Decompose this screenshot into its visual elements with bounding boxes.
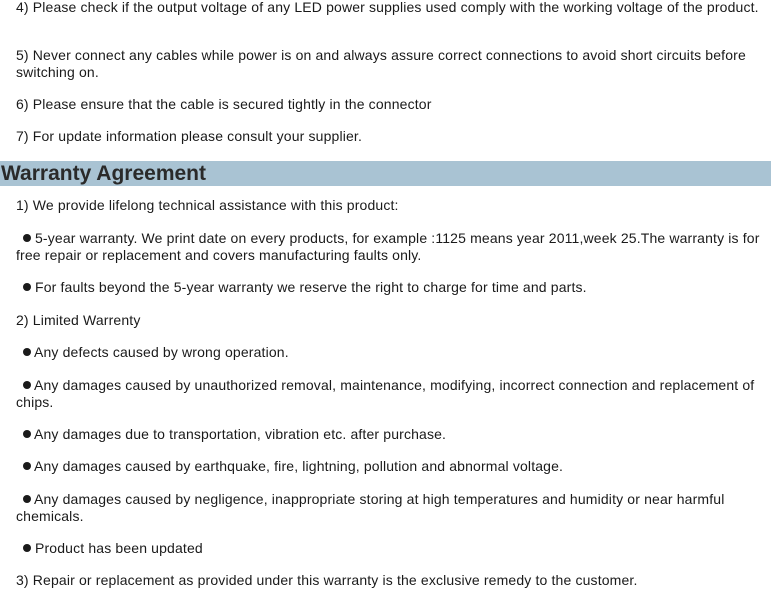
warranty-bullet — [16, 230, 768, 263]
bullet-text: Any damages caused by negligence, inappropriate storing at high temperatures and humidity or near harmful chemicals. — [16, 491, 725, 524]
limited-warranty-bullet — [16, 377, 768, 410]
bullet-text: 5-year warranty. We print date on every products, for example :1125 means year 2011,week 25.The warranty is for free repair or replacement and covers manufacturing faults only. — [16, 230, 760, 263]
bullet-dot-icon — [23, 283, 31, 291]
warranty-heading-banner — [0, 161, 771, 186]
bullet-text: Any damages due to transportation, vibration etc. after purchase. — [34, 426, 447, 442]
bullet-text: Any damages caused by unauthorized removal, maintenance, modifying, incorrect connection and replacement of chips. — [16, 377, 755, 410]
warranty-section-1-intro: 1) We provide lifelong technical assistance with this product: — [16, 197, 399, 213]
limited-warranty-bullet — [16, 344, 768, 361]
note-item-7: 7) For update information please consult your supplier. — [16, 128, 362, 144]
limited-warranty-bullet — [16, 458, 768, 475]
bullet-dot-icon — [23, 381, 31, 389]
bullet-text: Any defects caused by wrong operation. — [34, 344, 289, 360]
bullet-dot-icon — [23, 495, 31, 503]
warranty-section-2-intro: 2) Limited Warrenty — [16, 312, 141, 328]
bullet-dot-icon — [23, 430, 31, 438]
warranty-section-3: 3) Repair or replacement as provided under this warranty is the exclusive remedy to the customer. — [16, 572, 638, 588]
note-item-6: 6) Please ensure that the cable is secured tightly in the connector — [16, 96, 432, 112]
bullet-text: Any damages caused by earthquake, fire, lightning, pollution and abnormal voltage. — [34, 458, 564, 474]
note-item-5: 5) Never connect any cables while power is on and always assure correct connections to avoid short circuits before switching on. — [16, 47, 746, 80]
bullet-dot-icon — [23, 544, 31, 552]
bullet-dot-icon — [23, 234, 31, 242]
bullet-dot-icon — [23, 462, 31, 470]
limited-warranty-bullet — [16, 426, 768, 443]
warranty-bullet — [16, 279, 768, 296]
bullet-text: For faults beyond the 5-year warranty we reserve the right to charge for time and parts. — [35, 279, 587, 295]
warranty-heading: Warranty Agreement — [1, 162, 206, 185]
bullet-dot-icon — [23, 348, 31, 356]
note-item-4: 4) Please check if the output voltage of any LED power supplies used comply with the working voltage of the product. — [16, 0, 759, 15]
limited-warranty-bullet — [16, 540, 768, 557]
limited-warranty-bullet — [16, 491, 768, 524]
bullet-text: Product has been updated — [35, 540, 203, 556]
